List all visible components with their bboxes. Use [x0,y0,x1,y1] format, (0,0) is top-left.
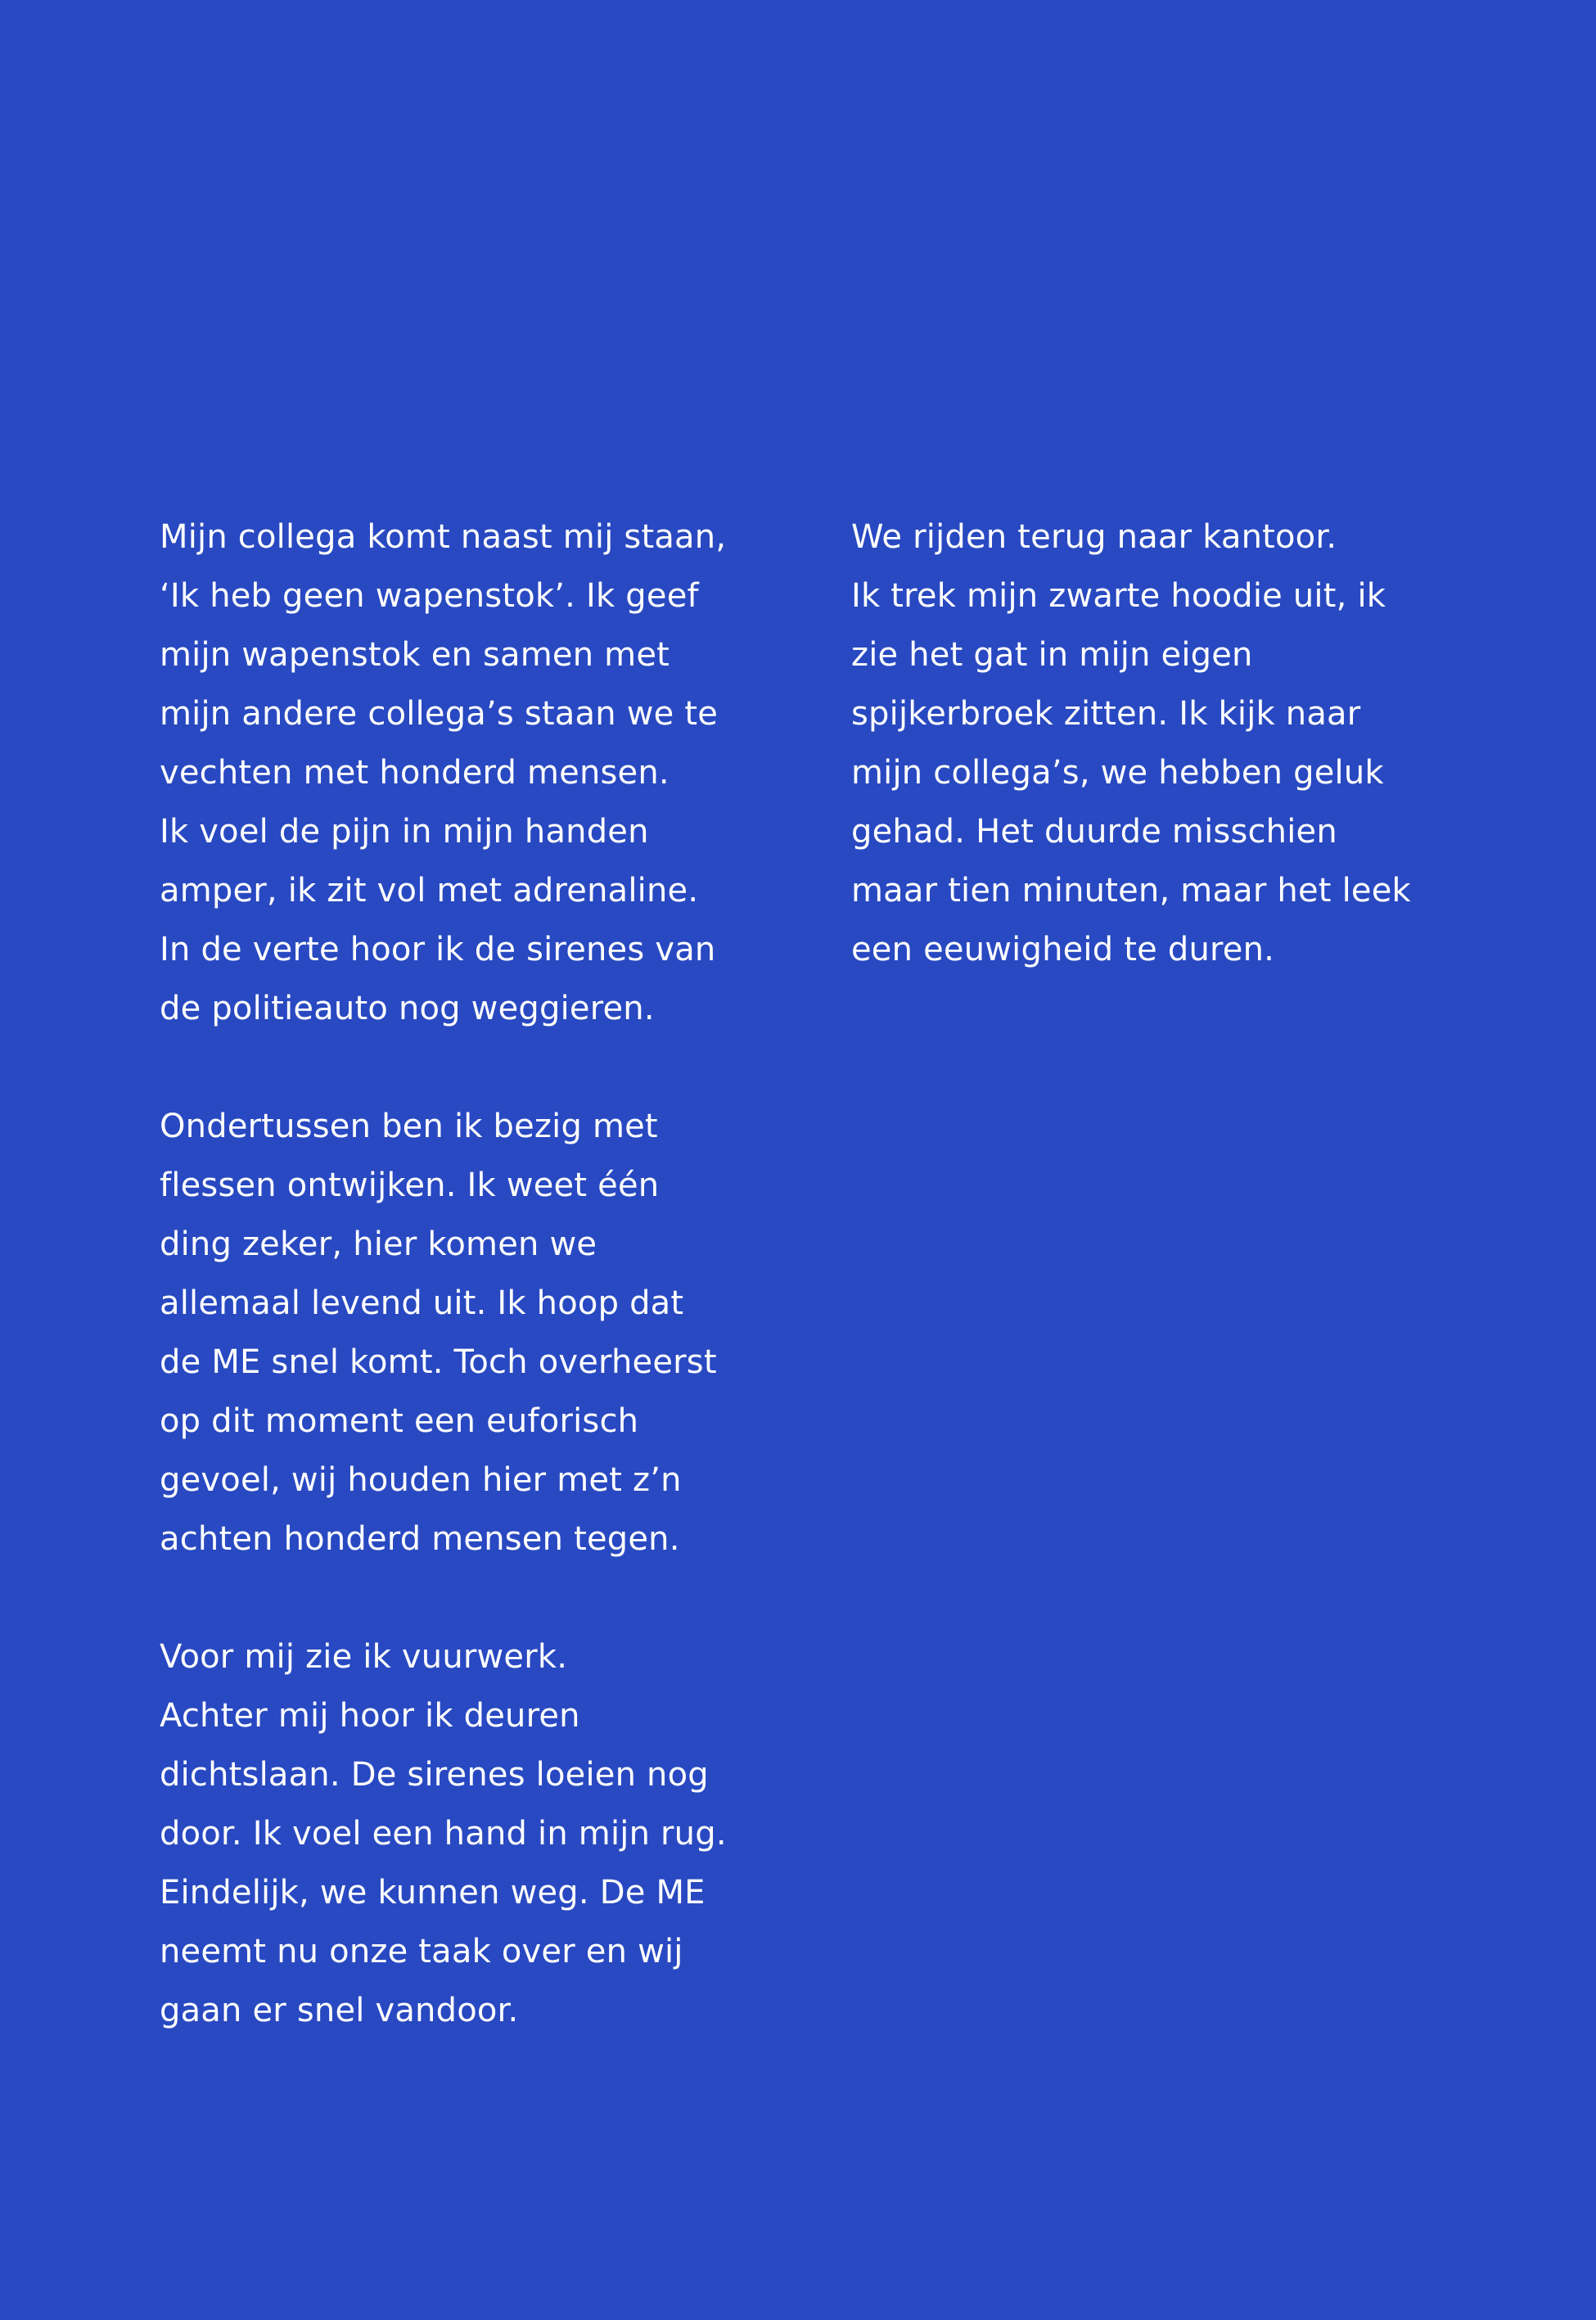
text-line: de ME snel komt. Toch overheerst [160,1343,717,1381]
text-line: gehad. Het duurde misschien [851,813,1337,851]
paragraph-spacer [160,1038,798,1097]
text-line: allemaal levend uit. Ik hoop dat [160,1284,684,1322]
text-line: spijkerbroek zitten. Ik kijk naar [851,695,1361,733]
text-line: gevoel, wij houden hier met z’n [160,1461,682,1499]
text-line: ding zeker, hier komen we [160,1225,597,1263]
text-line: vechten met honderd mensen. [160,754,670,792]
text-line: Achter mij hoor ik deuren [160,1697,580,1735]
text-line: mijn wapenstok en samen met [160,636,670,674]
text-line: In de verte hoor ik de sirenes van [160,931,716,968]
text-line: amper, ik zit vol met adrenaline. [160,872,699,909]
text-line: zie het gat in mijn eigen [851,636,1253,674]
paragraph-1 [160,508,798,1038]
text-line: Ondertussen ben ik bezig met [160,1108,658,1145]
text-line: mijn andere collega’s staan we te [160,695,719,733]
text-line: door. Ik voel een hand in mijn rug. [160,1815,727,1853]
paragraph-spacer [160,1568,798,1627]
text-line: op dit moment een euforisch [160,1402,639,1440]
paragraph-2 [160,1097,798,1568]
paragraph-3 [160,1627,798,2040]
text-line: Ik voel de pijn in mijn handen [160,813,649,851]
right-text-column [851,508,1490,979]
text-line: neemt nu onze taak over en wij [160,1933,683,1970]
text-line: Eindelijk, we kunnen weg. De ME [160,1874,706,1912]
paragraph-4 [851,508,1490,979]
text-line: Ik trek mijn zwarte hoodie uit, ik [851,577,1386,615]
text-line: Mijn collega komt naast mij staan, [160,518,727,556]
text-line: maar tien minuten, maar het leek [851,872,1411,909]
text-line: achten honderd mensen tegen. [160,1520,680,1558]
text-line: dichtslaan. De sirenes loeien nog [160,1756,709,1794]
text-line: Voor mij zie ik vuurwerk. [160,1638,568,1676]
text-line: We rijden terug naar kantoor. [851,518,1337,556]
text-line: ‘Ik heb geen wapenstok’. Ik geef [160,577,699,615]
text-line: flessen ontwijken. Ik weet één [160,1167,660,1204]
text-line: de politieauto nog weggieren. [160,990,655,1027]
text-line: gaan er snel vandoor. [160,1992,519,2029]
text-line: mijn collega’s, we hebben geluk [851,754,1384,792]
left-text-column [160,508,798,2040]
text-line: een eeuwigheid te duren. [851,931,1275,968]
